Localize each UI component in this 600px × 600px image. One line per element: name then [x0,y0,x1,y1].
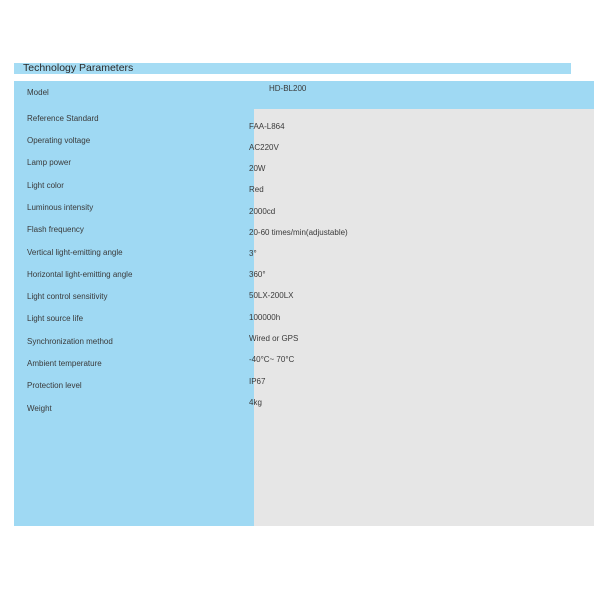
label-column [14,81,254,526]
spec-value-synchronization-method: Wired or GPS [249,334,299,343]
spec-label-horizontal-angle: Horizontal light-emitting angle [27,270,133,279]
spec-label-light-color: Light color [27,181,64,190]
spec-value-horizontal-angle: 360° [249,270,266,279]
spec-label-luminous-intensity: Luminous intensity [27,203,94,212]
spec-label-weight: Weight [27,404,52,413]
spec-value-weight: 4kg [249,398,262,407]
spec-value-lamp-power: 20W [249,164,266,173]
model-label: Model [27,88,49,97]
section-header-bar [14,63,571,74]
spec-label-lamp-power: Lamp power [27,158,72,167]
spec-label-vertical-angle: Vertical light-emitting angle [27,248,123,257]
spec-label-reference-standard: Reference Standard [27,114,99,123]
spec-label-flash-frequency: Flash frequency [27,225,84,234]
spec-label-light-control-sensitivity: Light control sensitivity [27,292,108,301]
spec-table [14,81,594,526]
spec-value-flash-frequency: 20-60 times/min(adjustable) [249,228,348,237]
spec-value-reference-standard: FAA-L864 [249,122,285,131]
model-value: HD-BL200 [269,84,307,93]
spec-label-protection-level: Protection level [27,381,82,390]
spec-value-light-source-life: 100000h [249,313,281,322]
value-column [254,109,594,526]
section-title: Technology Parameters [23,62,134,74]
spec-value-ambient-temperature: -40°C~ 70°C [249,355,295,364]
spec-value-protection-level: IP67 [249,377,266,386]
spec-value-light-control-sensitivity: 50LX-200LX [249,291,294,300]
spec-label-operating-voltage: Operating voltage [27,136,91,145]
spec-value-light-color: Red [249,185,264,194]
spec-label-synchronization-method: Synchronization method [27,337,113,346]
spec-label-ambient-temperature: Ambient temperature [27,359,102,368]
spec-label-light-source-life: Light source life [27,314,84,323]
spec-value-luminous-intensity: 2000cd [249,207,276,216]
spec-value-vertical-angle: 3° [249,249,257,258]
spec-value-operating-voltage: AC220V [249,143,279,152]
